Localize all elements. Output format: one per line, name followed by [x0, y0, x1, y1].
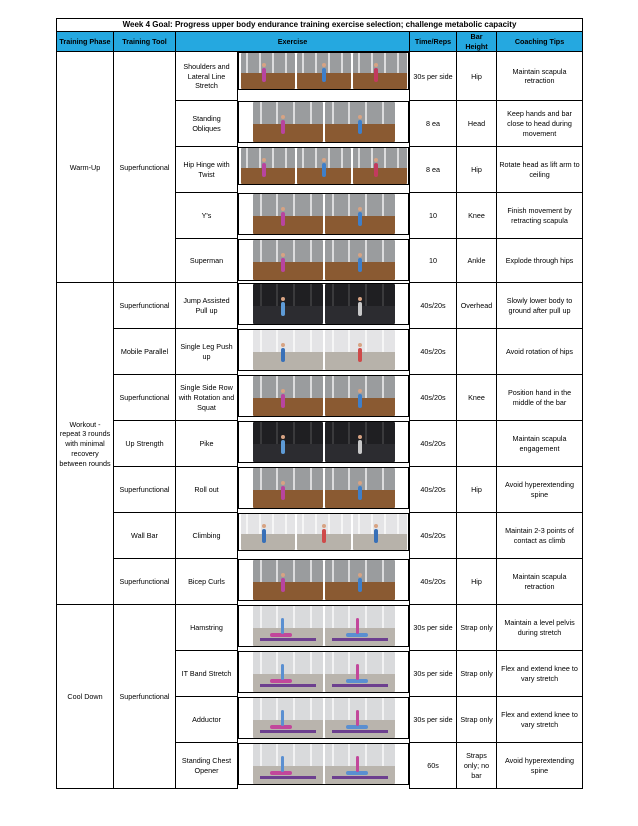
time-reps-cell: 40s/20s [410, 467, 457, 513]
time-reps-cell: 40s/20s [410, 283, 457, 329]
training-tool-cell: Up Strength [114, 421, 176, 467]
exercise-photo [325, 284, 395, 324]
exercise-photos [238, 559, 409, 601]
time-reps-cell: 8 ea [410, 147, 457, 193]
bar-height-cell: Hip [457, 467, 497, 513]
exercise-photos [238, 52, 409, 90]
table-row [57, 329, 583, 375]
exercise-photo [325, 194, 395, 234]
coaching-tip-cell: Avoid hyperextending spine [497, 743, 583, 789]
coaching-tip-cell: Avoid hyperextending spine [497, 467, 583, 513]
bar-height-cell: Straps only; no bar [457, 743, 497, 789]
exercise-photo [253, 744, 323, 784]
bar-height-cell [457, 329, 497, 375]
time-reps-cell: 30s per side [410, 605, 457, 651]
workout-table [56, 18, 583, 789]
exercise-name: Standing Chest Opener [176, 743, 238, 789]
exercise-name: Hamstring [176, 605, 238, 651]
exercise-photos [238, 239, 409, 281]
exercise-name: Climbing [176, 513, 238, 559]
time-reps-cell: 8 ea [410, 101, 457, 147]
header-bar-height: Bar Height [457, 32, 497, 52]
time-reps-cell: 40s/20s [410, 329, 457, 375]
exercise-photo [241, 514, 295, 550]
table-row [57, 605, 583, 651]
exercise-photo [241, 148, 295, 184]
exercise-photos [238, 651, 409, 693]
exercise-photo [325, 698, 395, 738]
exercise-photos [238, 513, 409, 551]
bar-height-cell [457, 513, 497, 559]
training-phase-cell: Cool Down [57, 605, 114, 789]
exercise-name: Y's [176, 193, 238, 239]
time-reps-cell: 10 [410, 239, 457, 283]
exercise-name: Single Side Row with Rotation and Squat [176, 375, 238, 421]
time-reps-cell: 60s [410, 743, 457, 789]
training-tool-cell: Mobile Parallel [114, 329, 176, 375]
header-exercise: Exercise [176, 32, 410, 52]
exercise-photo [353, 514, 407, 550]
exercise-photo [325, 468, 395, 508]
exercise-photos [238, 467, 409, 509]
exercise-photos [238, 283, 409, 325]
time-reps-cell: 30s per side [410, 52, 457, 101]
exercise-photo [325, 330, 395, 370]
training-tool-cell: Superfunctional [114, 375, 176, 421]
training-tool-cell: Superfunctional [114, 467, 176, 513]
exercise-photo [253, 698, 323, 738]
table-row [57, 375, 583, 421]
time-reps-cell: 40s/20s [410, 421, 457, 467]
training-tool-cell: Superfunctional [114, 283, 176, 329]
exercise-photo [325, 102, 395, 142]
exercise-photo [297, 53, 351, 89]
exercise-photo [253, 560, 323, 600]
exercise-photo [253, 652, 323, 692]
exercise-photos [238, 697, 409, 739]
exercise-name: Standing Obliques [176, 101, 238, 147]
time-reps-cell: 30s per side [410, 651, 457, 697]
training-phase-cell: Workout - repeat 3 rounds with minimal recovery between rounds [57, 283, 114, 605]
coaching-tip-cell: Rotate head as lift arm to ceiling [497, 147, 583, 193]
exercise-photo [325, 422, 395, 462]
exercise-name: Bicep Curls [176, 559, 238, 605]
table-row [57, 421, 583, 467]
coaching-tip-cell: Maintain scapula retraction [497, 52, 583, 101]
page-title: Week 4 Goal: Progress upper body endurance training exercise selection; challenge metabolic capacity [57, 19, 583, 32]
exercise-name: Hip Hinge with Twist [176, 147, 238, 193]
exercise-photo [297, 148, 351, 184]
coaching-tip-cell: Explode through hips [497, 239, 583, 283]
exercise-photos [238, 147, 409, 185]
coaching-tip-cell: Maintain scapula engagement [497, 421, 583, 467]
exercise-photos [238, 605, 409, 647]
time-reps-cell: 10 [410, 193, 457, 239]
table-row [57, 467, 583, 513]
header-coaching-tips: Coaching Tips [497, 32, 583, 52]
bar-height-cell: Ankle [457, 239, 497, 283]
coaching-tip-cell: Slowly lower body to ground after pull up [497, 283, 583, 329]
bar-height-cell: Knee [457, 375, 497, 421]
bar-height-cell: Strap only [457, 605, 497, 651]
exercise-name: Shoulders and Lateral Line Stretch [176, 52, 238, 101]
exercise-name: Single Leg Push up [176, 329, 238, 375]
exercise-name: Superman [176, 239, 238, 283]
exercise-photos [238, 101, 409, 143]
training-tool-cell: Superfunctional [114, 559, 176, 605]
exercise-photo [253, 240, 323, 280]
training-phase-cell: Warm-Up [57, 52, 114, 283]
header-training-tool: Training Tool [114, 32, 176, 52]
bar-height-cell: Hip [457, 52, 497, 101]
time-reps-cell: 40s/20s [410, 375, 457, 421]
header-time-reps: Time/Reps [410, 32, 457, 52]
coaching-tip-cell: Finish movement by retracting scapula [497, 193, 583, 239]
coaching-tip-cell: Keep hands and bar close to head during movement [497, 101, 583, 147]
time-reps-cell: 30s per side [410, 697, 457, 743]
bar-height-cell: Hip [457, 559, 497, 605]
exercise-photo [253, 606, 323, 646]
exercise-photos [238, 375, 409, 417]
coaching-tip-cell: Maintain scapula retraction [497, 559, 583, 605]
exercise-photo [253, 468, 323, 508]
exercise-photo [325, 606, 395, 646]
exercise-photo [353, 148, 407, 184]
exercise-photo [253, 194, 323, 234]
table-row [57, 513, 583, 559]
bar-height-cell: Head [457, 101, 497, 147]
exercise-photos [238, 421, 409, 463]
coaching-tip-cell: Avoid rotation of hips [497, 329, 583, 375]
exercise-photo [253, 422, 323, 462]
exercise-photos [238, 193, 409, 235]
coaching-tip-cell: Maintain a level pelvis during stretch [497, 605, 583, 651]
exercise-photo [325, 744, 395, 784]
exercise-photo [253, 102, 323, 142]
bar-height-cell: Hip [457, 147, 497, 193]
exercise-photo [325, 240, 395, 280]
bar-height-cell: Strap only [457, 651, 497, 697]
training-tool-cell: Superfunctional [114, 605, 176, 789]
exercise-photo [253, 330, 323, 370]
training-tool-cell: Superfunctional [114, 52, 176, 283]
exercise-photo [253, 284, 323, 324]
bar-height-cell: Knee [457, 193, 497, 239]
training-tool-cell: Wall Bar [114, 513, 176, 559]
bar-height-cell: Overhead [457, 283, 497, 329]
time-reps-cell: 40s/20s [410, 513, 457, 559]
exercise-photo [241, 53, 295, 89]
coaching-tip-cell: Maintain 2-3 points of contact as climb [497, 513, 583, 559]
coaching-tip-cell: Flex and extend knee to vary stretch [497, 651, 583, 697]
exercise-photos [238, 329, 409, 371]
exercise-name: Pike [176, 421, 238, 467]
table-row [57, 52, 583, 101]
coaching-tip-cell: Flex and extend knee to vary stretch [497, 697, 583, 743]
bar-height-cell [457, 421, 497, 467]
coaching-tip-cell: Position hand in the middle of the bar [497, 375, 583, 421]
exercise-photo [325, 376, 395, 416]
exercise-name: Roll out [176, 467, 238, 513]
exercise-photo [325, 560, 395, 600]
exercise-name: IT Band Stretch [176, 651, 238, 697]
exercise-photo [325, 652, 395, 692]
exercise-photo [353, 53, 407, 89]
exercise-name: Adductor [176, 697, 238, 743]
table-row [57, 559, 583, 605]
exercise-photo [253, 376, 323, 416]
exercise-name: Jump Assisted Pull up [176, 283, 238, 329]
exercise-photos [238, 743, 409, 785]
time-reps-cell: 40s/20s [410, 559, 457, 605]
exercise-photo [297, 514, 351, 550]
table-row [57, 283, 583, 329]
bar-height-cell: Strap only [457, 697, 497, 743]
header-training-phase: Training Phase [57, 32, 114, 52]
